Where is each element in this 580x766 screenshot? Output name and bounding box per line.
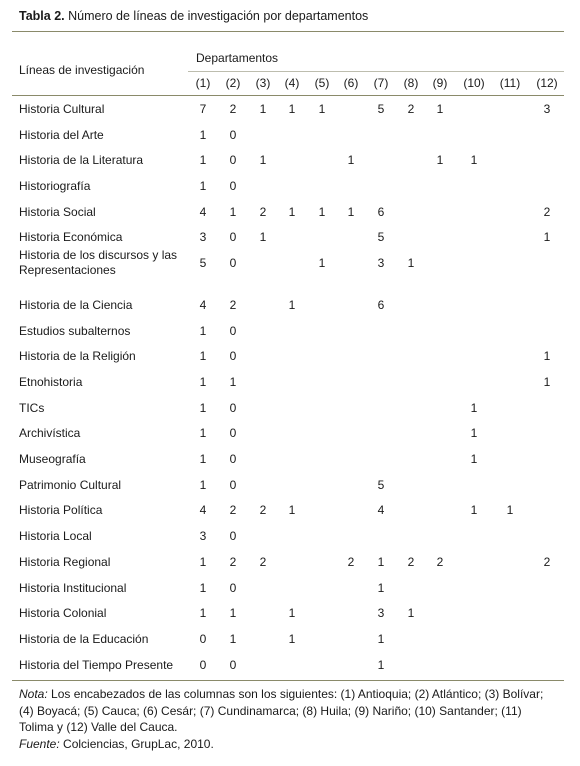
- column-header: (3): [255, 76, 271, 90]
- row-label: Etnohistoria: [19, 375, 83, 389]
- table-cell: 0: [229, 426, 237, 440]
- table-cell: 0: [199, 658, 207, 672]
- table-cell: 0: [229, 658, 237, 672]
- table-cell: 7: [199, 102, 207, 116]
- column-header: (12): [536, 76, 558, 90]
- table-cell: 1: [199, 452, 207, 466]
- caption-label: Tabla 2.: [19, 9, 65, 23]
- table-cell: 3: [199, 529, 207, 543]
- table-cell: 1: [318, 205, 326, 219]
- row-label: Historia Local: [19, 529, 92, 543]
- row-label: Historia Económica: [19, 230, 123, 244]
- table-cell: 6: [377, 298, 385, 312]
- column-header: (5): [314, 76, 330, 90]
- table-cell: 2: [259, 205, 267, 219]
- table-cell: 4: [377, 503, 385, 517]
- fuente-label: Fuente:: [19, 736, 60, 751]
- row-label: Historia Social: [19, 205, 96, 219]
- table-cell: 5: [199, 256, 207, 270]
- table-cell: 1: [199, 349, 207, 363]
- table-cell: 0: [229, 349, 237, 363]
- row-label: TICs: [19, 401, 45, 415]
- row-label: Historia de los discursos y las Representaciones: [19, 248, 178, 277]
- row-label: Archivística: [19, 426, 81, 440]
- column-header: (9): [432, 76, 448, 90]
- table-cell: 1: [229, 205, 237, 219]
- table-cell: 0: [229, 529, 237, 543]
- table-cell: 1: [288, 102, 296, 116]
- row-label: Patrimonio Cultural: [19, 478, 122, 492]
- table-cell: 1: [318, 102, 326, 116]
- table-cell: 1: [199, 426, 207, 440]
- group-header-rule: [188, 71, 564, 72]
- column-header: (2): [225, 76, 241, 90]
- table-cell: 2: [407, 102, 415, 116]
- table-cell: 0: [229, 230, 237, 244]
- header-rule: [12, 95, 564, 96]
- table-cell: 0: [229, 153, 237, 167]
- table-cell: 1: [288, 606, 296, 620]
- table-cell: 2: [543, 205, 551, 219]
- table-notes: [19, 686, 564, 752]
- table-cell: 2: [229, 298, 237, 312]
- row-label: Historia de la Literatura: [19, 153, 144, 167]
- table-cell: 1: [199, 179, 207, 193]
- table-cell: 2: [259, 503, 267, 517]
- table-cell: 1: [259, 102, 267, 116]
- departments-header: Departamentos: [196, 51, 279, 65]
- row-label: Museografía: [19, 452, 86, 466]
- row-label: Historia de la Religión: [19, 349, 136, 363]
- table-cell: 0: [229, 452, 237, 466]
- table-cell: 1: [199, 375, 207, 389]
- table-cell: 2: [259, 555, 267, 569]
- row-label: Historia del Tiempo Presente: [19, 658, 174, 672]
- nota-text-3: Tolima y (12) Valle del Cauca.: [19, 720, 178, 734]
- row-label: Historiografía: [19, 179, 91, 193]
- table-cell: 1: [288, 205, 296, 219]
- table-cell: 2: [436, 555, 444, 569]
- table-cell: 1: [259, 153, 267, 167]
- nota-text-1: Los encabezados de las columnas son los siguientes: (1) Antioquia; (2) Atlántico; (3) Bolívar;: [51, 687, 544, 701]
- caption-text: Número de líneas de investigación por departamentos: [68, 9, 369, 23]
- table-cell: 1: [347, 205, 355, 219]
- table-cell: 2: [229, 102, 237, 116]
- row-label: Historia Política: [19, 503, 103, 517]
- table-cell: 0: [229, 401, 237, 415]
- table-cell: 1: [470, 401, 478, 415]
- table-cell: 1: [199, 128, 207, 142]
- source-line: [19, 736, 564, 753]
- bottom-rule: [12, 680, 564, 681]
- table-cell: 0: [199, 632, 207, 646]
- nota-label: Nota:: [19, 687, 48, 701]
- row-label: Historia del Arte: [19, 128, 104, 142]
- column-header: (11): [499, 76, 521, 90]
- column-header: (4): [284, 76, 300, 90]
- column-header: (7): [373, 76, 389, 90]
- table-cell: 5: [377, 102, 385, 116]
- table-cell: 1: [436, 102, 444, 116]
- table-cell: 1: [470, 503, 478, 517]
- table-cell: 1: [229, 375, 237, 389]
- table-cell: 1: [318, 256, 326, 270]
- row-label: Historia Institucional: [19, 581, 127, 595]
- table-cell: 0: [229, 581, 237, 595]
- table-cell: 2: [407, 555, 415, 569]
- table-cell: 1: [288, 298, 296, 312]
- row-label: Historia Cultural: [19, 102, 105, 116]
- table-cell: 1: [377, 555, 385, 569]
- table-cell: 1: [199, 478, 207, 492]
- table-cell: 4: [199, 503, 207, 517]
- table-cell: 2: [347, 555, 355, 569]
- table-cell: 2: [229, 503, 237, 517]
- column-header: (8): [403, 76, 419, 90]
- table-cell: 1: [543, 230, 551, 244]
- table-cell: 1: [199, 153, 207, 167]
- table-cell: 1: [377, 658, 385, 672]
- table-cell: 1: [259, 230, 267, 244]
- table-caption: [19, 9, 368, 23]
- table-cell: 2: [543, 555, 551, 569]
- table-cell: 1: [506, 503, 514, 517]
- table-cell: 6: [377, 205, 385, 219]
- table-cell: 3: [377, 256, 385, 270]
- table-cell: 4: [199, 205, 207, 219]
- row-label: Estudios subalternos: [19, 324, 131, 338]
- table-cell: 1: [377, 581, 385, 595]
- table-cell: 2: [229, 555, 237, 569]
- table-cell: 1: [199, 401, 207, 415]
- table-cell: 1: [199, 324, 207, 338]
- table-cell: 1: [229, 632, 237, 646]
- row-label: Historia Colonial: [19, 606, 107, 620]
- table-cell: 1: [229, 606, 237, 620]
- table-cell: 1: [288, 503, 296, 517]
- table-cell: 1: [288, 632, 296, 646]
- stub-header: Líneas de investigación: [19, 63, 145, 77]
- row-label: Historia de la Ciencia: [19, 298, 133, 312]
- table-cell: 5: [377, 478, 385, 492]
- table-cell: 5: [377, 230, 385, 244]
- table-cell: 0: [229, 478, 237, 492]
- table-cell: 1: [377, 632, 385, 646]
- table-cell: 1: [470, 452, 478, 466]
- note-line-1: [19, 686, 564, 703]
- table-cell: 1: [470, 426, 478, 440]
- table-cell: 1: [199, 581, 207, 595]
- table-cell: 1: [470, 153, 478, 167]
- table-cell: 1: [347, 153, 355, 167]
- top-rule: [12, 31, 564, 32]
- table-cell: 1: [407, 256, 415, 270]
- table-cell: 1: [543, 375, 551, 389]
- row-label: Historia de la Educación: [19, 632, 149, 646]
- table-cell: 3: [543, 102, 551, 116]
- column-header: (6): [343, 76, 359, 90]
- table-cell: 0: [229, 179, 237, 193]
- table-cell: 1: [543, 349, 551, 363]
- table-cell: 4: [199, 298, 207, 312]
- table-cell: 1: [199, 555, 207, 569]
- table-cell: 1: [436, 153, 444, 167]
- table-cell: 3: [199, 230, 207, 244]
- table-cell: 1: [407, 606, 415, 620]
- fuente-text: Colciencias, GrupLac, 2010.: [63, 736, 214, 751]
- row-label: Historia Regional: [19, 555, 111, 569]
- table-cell: 3: [377, 606, 385, 620]
- table-cell: 0: [229, 324, 237, 338]
- nota-text-2: (4) Boyacá; (5) Cauca; (6) Cesár; (7) Cundinamarca; (8) Huila; (9) Nariño; (10) Santander; (11): [19, 703, 522, 718]
- table-cell: 0: [229, 128, 237, 142]
- table-cell: 0: [229, 256, 237, 270]
- column-header: (1): [195, 76, 211, 90]
- table-cell: 1: [199, 606, 207, 620]
- column-header: (10): [463, 76, 485, 90]
